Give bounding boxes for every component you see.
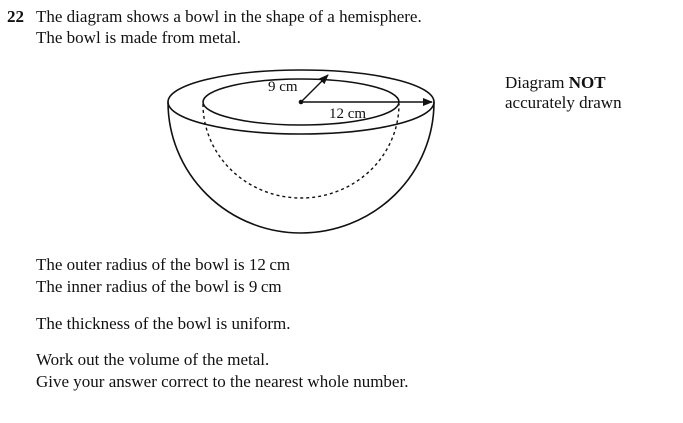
- outer-bowl-surface: [168, 102, 434, 233]
- question-intro-line-1: The diagram shows a bowl in the shape of a hemisphere.: [36, 7, 422, 26]
- outer-radius-label: 12 cm: [329, 106, 367, 122]
- outer-radius-statement: The outer radius of the bowl is 12 cm: [36, 255, 291, 274]
- inner-radius-statement: The inner radius of the bowl is 9 cm: [36, 277, 282, 296]
- task-line-1: Work out the volume of the metal.: [36, 350, 270, 369]
- question-number: 22: [7, 7, 24, 26]
- diagram-note-prefix: Diagram: [505, 73, 569, 92]
- diagram-note-line-2: accurately drawn: [505, 93, 622, 112]
- hemisphere-bowl-diagram: [160, 62, 450, 242]
- task-line-2: Give your answer correct to the nearest whole number.: [36, 372, 409, 391]
- inner-radius-label: 9 cm: [268, 79, 298, 95]
- diagram-note: [505, 73, 622, 113]
- thickness-statement: The thickness of the bowl is uniform.: [36, 314, 291, 333]
- diagram-note-bold: NOT: [568, 73, 606, 92]
- question-intro-line-2: The bowl is made from metal.: [36, 28, 241, 47]
